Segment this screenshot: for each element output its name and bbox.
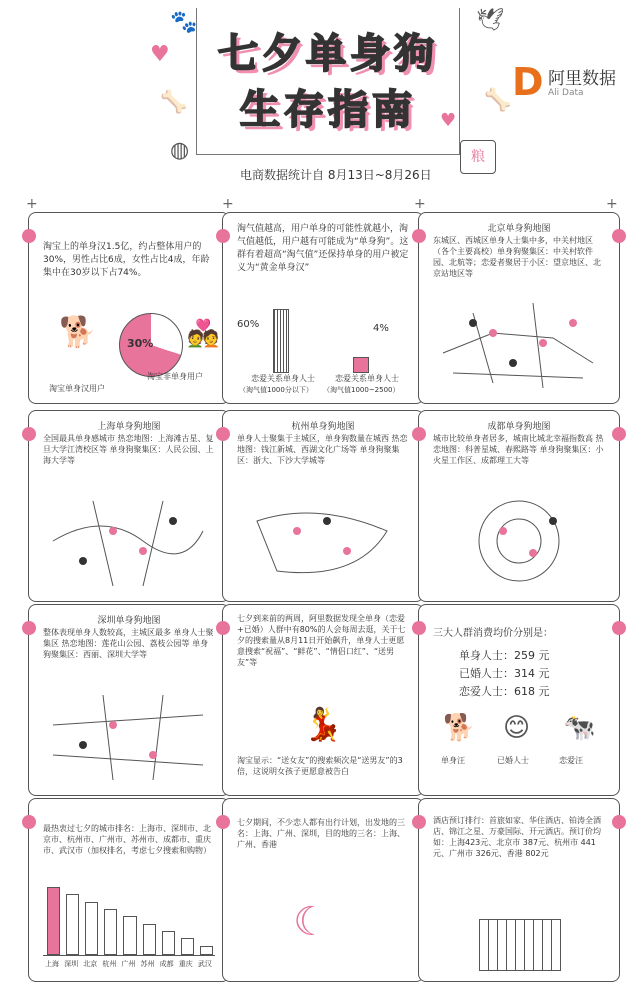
panel-chengdu xyxy=(418,410,620,602)
city-label: 苏州 xyxy=(140,960,155,968)
title-line-1: 七夕单身狗 xyxy=(218,31,438,77)
pie-label-nonsingle: 淘宝非单身用户 xyxy=(147,372,203,381)
logo-text-en: Ali Data xyxy=(548,88,584,98)
city-bar xyxy=(200,946,213,955)
cowherd-weaver-illustration: 💃 xyxy=(303,705,343,743)
icon-label-dating: 恋爱汪 xyxy=(559,756,583,765)
cut-mark: + xyxy=(222,196,234,212)
search-caption: 淘宝显示：“送女友”的搜索频次是“送男友”的3倍，这说明女孩子更愿意被告白 xyxy=(237,756,403,776)
panel-search xyxy=(222,604,424,796)
city-label: 广州 xyxy=(121,960,136,968)
couple-illustration-icon: 💑 xyxy=(187,319,220,349)
cut-mark: + xyxy=(606,196,618,212)
moon-couple-illustration: ☾ xyxy=(293,899,329,945)
subtitle: 电商数据统计自 8月13日~8月26日 xyxy=(240,168,432,182)
city-bar xyxy=(66,894,79,955)
pct-right-label: 4% xyxy=(373,323,389,334)
panel-shenzhen xyxy=(28,604,230,796)
city-label: 成都 xyxy=(159,960,174,968)
bone-icon-right: 🦴 xyxy=(484,88,512,113)
city-bar xyxy=(47,887,60,955)
panel-taoqi xyxy=(222,212,424,404)
panel-beijing xyxy=(418,212,620,404)
logo-mark: D xyxy=(512,60,544,104)
spending-row-married: 已婚人士：314 元 xyxy=(459,667,550,680)
city-label: 杭州 xyxy=(102,960,117,968)
city-label: 武汉 xyxy=(197,960,212,968)
hangzhou-map xyxy=(237,491,409,591)
spending-row-dating: 恋爱人士：618 元 xyxy=(459,685,550,698)
label-right: 恋爱关系单身人士 xyxy=(335,374,399,383)
cut-mark: + xyxy=(414,196,426,212)
search-text: 七夕到来前的两周，阿里数据发现全单身（恋爱+已婚）人群中有80%的人会每周去逛，关于七夕的搜索量从8月11日开始飙升，单身人士更愿意搜索“祝福”、“鲜花”、“情侣口红”、“送男友”等 xyxy=(237,614,406,667)
pct-left-label: 60% xyxy=(237,319,260,330)
married-icon: 😊 xyxy=(503,713,531,743)
icon-label-single: 单身汪 xyxy=(441,756,465,765)
shanghai-title: 上海单身狗地图 xyxy=(97,422,161,432)
panel-shanghai xyxy=(28,410,230,602)
cut-mark: + xyxy=(26,196,38,212)
city-label: 北京 xyxy=(83,960,98,968)
broken-heart-icon: ♥ xyxy=(150,42,170,67)
panel-overview xyxy=(28,212,230,404)
shenzhen-text: 整体表现单身人数较高，主城区最多 单身人士聚集区 热恋地图：莲花山公园、荔枝公园等 单身狗聚集区：西丽、深圳大学等 xyxy=(43,628,214,659)
pie-label-single: 淘宝单身汉用户 xyxy=(49,384,105,393)
panel-travel xyxy=(222,798,424,982)
city-label: 上海 xyxy=(45,960,59,968)
hangzhou-title: 杭州单身狗地图 xyxy=(291,422,355,432)
hangzhou-text: 单身人士聚集于主城区，单身狗数量在城西 热恋地图：钱江新城、西湖文化广场等 单身狗聚集区：浙大、下沙大学城等 xyxy=(237,434,408,465)
beijing-map xyxy=(433,293,605,393)
paw-icon: 🐾 xyxy=(170,10,198,35)
spending-row-single: 单身人士：259 元 xyxy=(459,649,550,662)
label-left: 恋爱关系单身人士 xyxy=(251,374,315,383)
travel-text: 七夕期间，不少恋人都有出行计划，出发地的三名：上海、广州、深圳，目的地的三名：上海、广州、香港 xyxy=(237,818,405,849)
title-box xyxy=(196,8,460,155)
food-bag-stamp: 粮 xyxy=(460,140,496,174)
chengdu-map xyxy=(433,491,605,591)
bar-right xyxy=(353,357,369,373)
chengdu-title: 成都单身狗地图 xyxy=(487,422,551,432)
dog-illustration-icon: 🐕 xyxy=(59,315,97,350)
taoqi-text: 淘气值越高，用户单身的可能性就越小，淘气值越低，用户越有可能成为“单身狗”。这群有着超高“淘气值”还保持单身的用户被定义为“黄金单身汉” xyxy=(237,224,409,273)
city-label: 重庆 xyxy=(178,960,193,968)
city-chart xyxy=(43,885,215,956)
shanghai-map xyxy=(43,491,215,591)
dog-bowl-icon: ◍ xyxy=(170,138,190,163)
logo-text-cn: 阿里数据 xyxy=(548,69,616,89)
beijing-text: 东城区、西城区单身人士集中多，中关村地区（各个主要高校）单身狗聚集区：中关村软件园、北航等；恋爱者聚居于小区：望京地区、北京站地区等 xyxy=(433,236,601,278)
panel-hotels xyxy=(418,798,620,982)
sublabel-left: （淘气值1000分以下） xyxy=(239,386,313,394)
city-bar xyxy=(104,909,117,955)
city-label: 深圳 xyxy=(64,960,79,968)
ali-data-logo xyxy=(512,62,622,106)
dating-dog-icon: 🐄 xyxy=(563,713,596,743)
bar-left xyxy=(273,309,289,373)
beijing-title: 北京单身狗地图 xyxy=(487,224,551,234)
hotel-building-icon xyxy=(479,919,561,971)
bird-icon: 🕊 xyxy=(476,8,504,33)
single-dog-icon: 🐕 xyxy=(443,713,476,743)
shenzhen-map xyxy=(43,685,215,785)
sublabel-right: （淘气值1000~2500） xyxy=(323,386,400,394)
shenzhen-title: 深圳单身狗地图 xyxy=(97,616,161,626)
bone-icon: 🦴 xyxy=(160,90,188,115)
city-bar xyxy=(162,931,175,955)
icon-label-married: 已婚人士 xyxy=(497,756,529,765)
panel-cities xyxy=(28,798,230,982)
shanghai-text: 全国最具单身感城市 热恋地图：上海滩古星、复旦大学江湾校区等 单身狗聚集区：人民公园、上海大学等 xyxy=(43,434,214,465)
city-bar xyxy=(143,924,156,955)
spending-title: 三大人群消费均价分别是： xyxy=(433,628,553,639)
city-axis xyxy=(43,959,215,971)
city-bar xyxy=(181,938,194,955)
heart-icon: ♥ xyxy=(440,110,457,131)
pie-value-label: 30% xyxy=(127,337,154,350)
overview-text: 淘宝上的单身汉1.5亿，约占整体用户的30%，男性占比6成，女性占比4成，年龄集中在30岁以下占74%。 xyxy=(43,242,210,278)
panel-hangzhou xyxy=(222,410,424,602)
city-bar xyxy=(85,902,98,955)
city-bar xyxy=(123,916,136,955)
hotels-text: 酒店预订排行：首旅如家、华住酒店、铂涛全酒店、锦江之星、万豪国际、开元酒店。预订价均如：上海423元、北京市 387元、杭州市 441元、广州市 326元、香港 802元 xyxy=(433,816,601,858)
cities-text: 最热衷过七夕的城市排名：上海市、深圳市、北京市、杭州市、广州市、苏州市、成都市、重庆市、武汉市（加权排名，考虑七夕搜索和购物） xyxy=(43,824,211,855)
panel-spending xyxy=(418,604,620,796)
title-line-2: 生存指南 xyxy=(240,87,416,133)
chengdu-text: 城市比较单身者居多，城南比城北幸福指数高 热恋地图：科普星城、春熙路等 单身狗聚集区：小火星工作区、成都理工大等 xyxy=(433,434,604,465)
